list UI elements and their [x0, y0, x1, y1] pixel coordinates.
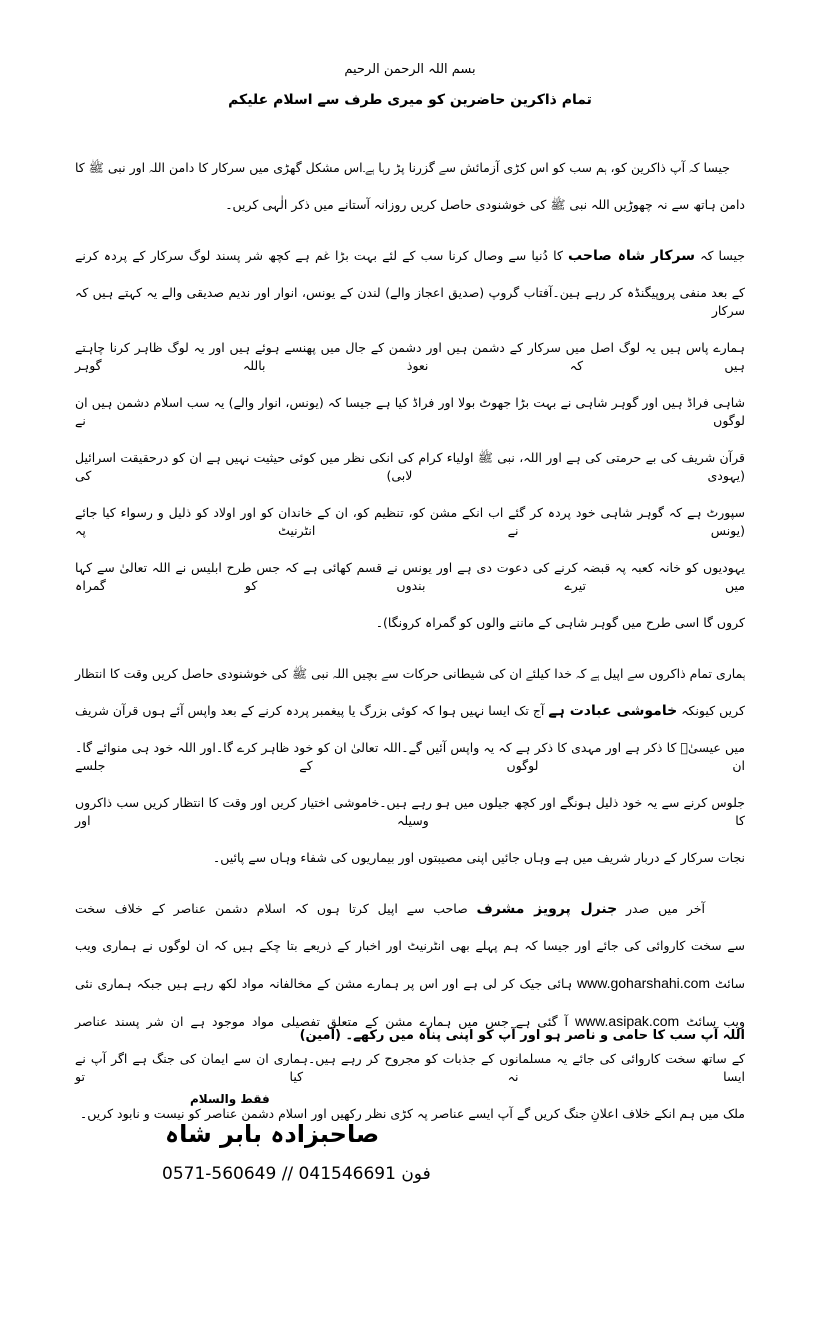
text-segment: ویب سائٹ: [679, 1014, 745, 1029]
text-line: جلوس کرنے سے یہ خود ذلیل ہونگے اور کچھ جیلوں میں ہو رہے ہیں۔خاموشی اختیار کریں اور وقت کا انتظار کریں سب ذاکروں کا وسیلہ اور: [75, 795, 745, 828]
bismillah: بسم اللہ الرحمن الرحیم: [344, 62, 476, 77]
text-segment: سائٹ: [710, 976, 746, 991]
text-line: جیسا کہ آپ ذاکرین کو، ہم سب کو اس کڑی آزمائش سے گزرنا پڑ رہا ہے۔اس مشکل گھڑی میں سرکار کا دامن اللہ اور نبی ﷺ کا: [75, 160, 730, 175]
text-line: یہودیوں کو خانہ کعبہ پہ قبضہ کرنے کی دعوت دی ہے اور یونس نے قسم کھائی ہے کہ جس طرح ابلیس نے اللہ تعالیٰ سے کہا میں تیرے بندوں کو گمراہ: [75, 560, 745, 593]
text-line: ہمارے پاس ہیں یہ لوگ اصل میں سرکار کے دشمن ہیں اور دشمن کے جال میں پھنسے ہوئے ہیں اور یہ لوگ ظاہر کرنا چاہتے ہیں کہ نعوذ باللہ گوہر: [75, 340, 745, 373]
text-line: کے ساتھ سخت کاروائی کی جائے یہ مسلمانوں کے جذبات کو مجروح کر رہے ہیں۔ہماری ان سے ایمان کی جنگ ہے اگر آپ نے ایسا نہ کیا تو: [75, 1051, 745, 1084]
text-segment: آخر میں صدر: [617, 901, 705, 916]
text-line: دامن ہاتھ سے نہ چھوڑیں اللہ نبی ﷺ کی خوشنودی حاصل کریں روزانہ آستانے میں ذکر الٰہی کریں۔: [225, 197, 745, 212]
text-line: کے بعد منفی پروپیگنڈہ کر رہے ہین۔آفتاب گروپ (صدیق اعجاز والے) لندن کے یونس، انوار اور ندیم صدیقی والے یہ کہتے ہیں کہ سرکار: [75, 285, 745, 318]
text-line: ملک میں ہم انکے خلاف اعلانِ جنگ کریں گے آپ ایسے عناصر پہ کڑی نظر رکھیں اور اسلام دشمن عناصر کو نیست و نابود کریں۔: [79, 1106, 745, 1121]
phone-line: [162, 1164, 431, 1184]
text-line: میں عیسیٰؑ کا ذکر ہے اور مہدی کا ذکر ہے کہ یہ واپس آئیں گے۔اللہ تعالیٰ ان کو خود ظاہر کرے گا۔اور اللہ خود ہی منوائے گا۔ان لوگوں کے جلسے: [75, 740, 745, 773]
paragraph: [75, 238, 745, 642]
text-line: ہماری تمام ذاکروں سے اپیل ہے کہ خدا کیلئے ان کی شیطانی حرکات سے بچیں اللہ نبی ﷺ کی خوشنودی حاصل کریں وقت کا انتظار: [75, 666, 745, 681]
paragraph: [75, 150, 745, 224]
letter-body: [75, 150, 745, 1147]
paragraph: [75, 656, 745, 877]
text-line: [75, 238, 745, 275]
text-line: [75, 965, 745, 1003]
emphasis: جنرل پرویز مشرف: [476, 901, 618, 917]
text-segment: آ گئی ہے جس میں ہمارے مشن کے متعلق تفصیلی مواد موجود ہے ان شر پسند عناصر: [75, 1014, 575, 1029]
text-line: قرآن شریف کی بے حرمتی کی ہے اور اللہ، نبی ﷺ اولیاء کرام کی انکی نظر میں کوئی حیثیت نہیں ہے ان کو درحقیقت اسرائیل (یہودی لابی) کی: [75, 450, 745, 483]
text-line: سے سخت کاروائی کی جائے اور جیسا کہ ہم پہلے بھی انٹرنیٹ اور اخبار کے ذریعے بتا چکے ہیں کہ ان لوگوں نے ہماری ویب: [75, 938, 745, 953]
text-line: سپورٹ ہے کہ گوہر شاہی خود پردہ کر گئے اب انکے مشن کو، تنظیم کو، ان کے خاندان کو اور اولاد کو ذلیل و رسواء کیا جائے (یونس نے انٹرنیٹ پہ: [75, 505, 745, 538]
text-segment: آج تک ایسا نہیں ہوا کہ کوئی بزرگ یا پیغمبر پردہ کرنے کے بعد واپس آئے ہوں قرآن شریف: [75, 703, 549, 718]
paragraph: [75, 891, 745, 1133]
text-segment: ہائی جیک کر لی ہے اور اس پر ہمارے مشن کے مخالفانہ مواد لکھ رہے ہیں جبکہ ہماری نئی: [75, 976, 578, 991]
text-line: [75, 693, 745, 730]
phone-label: فون: [401, 1164, 431, 1184]
text-segment: صاحب سے اپیل کرتا ہوں کہ اسلام دشمن عناصر کے خلاف سخت: [75, 901, 477, 916]
farewell: فقط والسلام: [190, 1092, 270, 1106]
closing-prayer: اللہ آپ سب کا حامی و ناصر ہو اور آپ کو اپنی پناہ میں رکھے۔ (آمین): [299, 1028, 745, 1043]
text-segment: جیسا کہ: [694, 248, 745, 263]
emphasis: خاموشی عبادت ہے: [548, 703, 678, 719]
phone-numbers: 0571-560649 // 041546691: [162, 1164, 396, 1184]
text-line: [75, 891, 745, 928]
text-line: شاہی فراڈ ہیں اور گوہر شاہی نے بہت بڑا جھوٹ بولا اور فراڈ کیا ہے جیسا کہ (یونس، انوار والے) یہ سب اسلام دشمن ہیں ان لوگوں نے: [75, 395, 745, 428]
signature-name: صاحبزادہ بابر شاہ: [165, 1120, 380, 1148]
website-url: www.goharshahi.com: [577, 975, 711, 991]
greeting-heading: تمام ذاکرین حاضرین کو میری طرف سے اسلام علیکم: [228, 92, 592, 108]
text-segment: کریں کیونکہ: [677, 703, 745, 718]
text-line: نجات سرکار کے دربار شریف میں ہے وہاں جائیں اپنی مصیبتوں اور بیماریوں کی شفاء وہاں سے پائیں۔: [212, 850, 745, 865]
closing-block: [75, 1026, 745, 1046]
emphasis: سرکار شاہ صاحب: [568, 248, 695, 264]
text-segment: کا دُنیا سے وصال کرنا سب کے لئے بہت بڑا غم ہے کچھ شر پسند لوگ سرکار کے پردہ کرنے: [75, 248, 569, 263]
website-url: www.asipak.com: [574, 1013, 680, 1029]
text-line: کروں گا اسی طرح میں گوہر شاہی کے ماننے والوں کو گمراہ کرونگا)۔: [375, 615, 745, 630]
